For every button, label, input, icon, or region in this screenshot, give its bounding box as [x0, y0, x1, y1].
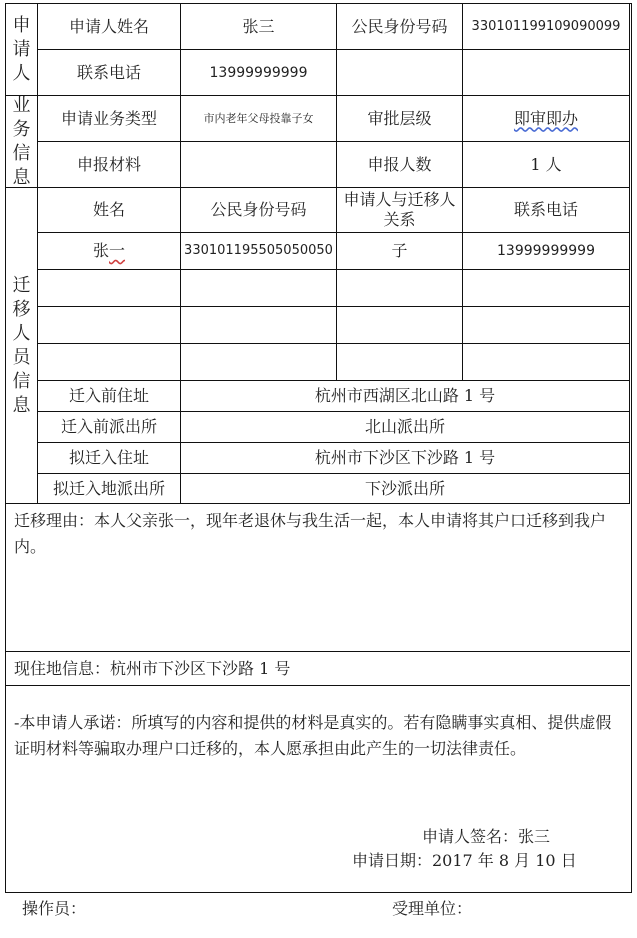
label-char: 息 — [12, 394, 31, 416]
section-label-migrants — [6, 188, 38, 504]
label-char: 信 — [12, 370, 31, 392]
new-address-value[interactable]: 杭州市下沙区下沙路 1 号 — [181, 443, 630, 474]
application-date[interactable]: 申请日期：2017 年 8 月 10 日 — [352, 851, 577, 870]
applicant-phone-value[interactable]: 13999999999 — [181, 50, 337, 96]
approval-level-text: 即审即办 — [513, 108, 578, 128]
business-type-label: 申请业务类型 — [38, 96, 181, 142]
prev-station-label: 迁入前派出所 — [38, 412, 181, 443]
applicant-id-value[interactable]: 330101199109090099 — [463, 4, 630, 50]
migrant-name-first: 张 — [92, 241, 109, 260]
new-station-label: 拟迁入地派出所 — [38, 474, 181, 504]
materials-value[interactable] — [181, 142, 337, 188]
prev-address-label: 迁入前住址 — [38, 381, 181, 412]
migrant-phone-cell[interactable] — [463, 307, 630, 344]
migrant-relation-cell[interactable]: 子 — [337, 233, 463, 270]
approval-level-value[interactable] — [463, 96, 630, 142]
label-char: 迁 — [12, 274, 31, 296]
migrant-id-header: 公民身份号码 — [181, 188, 337, 233]
label-char: 员 — [12, 346, 31, 368]
migrant-relation-header: 申请人与迁移人关系 — [337, 188, 463, 233]
applicant-count-value[interactable]: 1 人 — [463, 142, 630, 188]
migrant-phone-cell[interactable]: 13999999999 — [463, 233, 630, 270]
migrant-relation-cell[interactable] — [337, 344, 463, 381]
applicant-signature[interactable]: 申请人签名：张三 — [422, 827, 551, 846]
empty-cell[interactable] — [337, 50, 463, 96]
applicant-count-label: 申报人数 — [337, 142, 463, 188]
label-char: 申 — [12, 14, 31, 36]
migrant-name-cell[interactable] — [38, 307, 181, 344]
prev-address-value[interactable]: 杭州市西湖区北山路 1 号 — [181, 381, 630, 412]
pledge-section — [6, 686, 630, 891]
label-char: 业 — [12, 94, 31, 116]
applicant-name-value[interactable]: 张三 — [181, 4, 337, 50]
migrant-relation-cell[interactable] — [337, 270, 463, 307]
label-char: 人 — [12, 62, 31, 84]
migrant-relation-cell[interactable] — [337, 307, 463, 344]
accepting-unit-label: 受理单位： — [392, 899, 473, 918]
household-migration-form — [5, 3, 632, 893]
migrant-name-cell[interactable] — [38, 233, 181, 270]
pledge-text: -本申请人承诺：所填写的内容和提供的材料是真实的。若有隐瞒事实真相、提供虚假证明材料等骗取办理户口迁移的，本人愿承担由此产生的一切法律责任。 — [14, 713, 612, 758]
migrant-id-cell[interactable] — [181, 307, 337, 344]
business-type-value[interactable]: 市内老年父母投靠子女 — [181, 96, 337, 142]
label-char: 息 — [12, 166, 31, 188]
applicant-name-label: 申请人姓名 — [38, 4, 181, 50]
section-label-business — [6, 96, 38, 188]
current-residence[interactable]: 现住地信息：杭州市下沙区下沙路 1 号 — [6, 652, 630, 686]
migrant-id-cell[interactable] — [181, 344, 337, 381]
label-char: 务 — [12, 118, 31, 140]
migrant-id-cell[interactable]: 330101195505050050 — [181, 233, 337, 270]
migration-reason[interactable]: 迁移理由：本人父亲张一，现年老退休与我生活一起，本人申请将其户口迁移到我户内。 — [6, 504, 630, 652]
new-address-label: 拟迁入住址 — [38, 443, 181, 474]
label-char: 信 — [12, 142, 31, 164]
new-station-value[interactable]: 下沙派出所 — [181, 474, 630, 504]
prev-station-value[interactable]: 北山派出所 — [181, 412, 630, 443]
migrant-name-cell[interactable] — [38, 344, 181, 381]
migrant-phone-header: 联系电话 — [463, 188, 630, 233]
migrant-phone-cell[interactable] — [463, 344, 630, 381]
migrant-id-cell[interactable] — [181, 270, 337, 307]
applicant-phone-label: 联系电话 — [38, 50, 181, 96]
migrant-name-header: 姓名 — [38, 188, 181, 233]
migrant-name-cell[interactable] — [38, 270, 181, 307]
operator-label: 操作员： — [22, 899, 87, 918]
section-label-applicant — [6, 4, 38, 96]
label-char: 请 — [12, 38, 31, 60]
label-char: 人 — [12, 322, 31, 344]
migrant-name-rest: 一 — [109, 241, 126, 260]
label-char: 移 — [12, 298, 31, 320]
approval-level-label: 审批层级 — [337, 96, 463, 142]
empty-cell[interactable] — [463, 50, 630, 96]
applicant-id-label: 公民身份号码 — [337, 4, 463, 50]
materials-label: 申报材料 — [38, 142, 181, 188]
migrant-phone-cell[interactable] — [463, 270, 630, 307]
